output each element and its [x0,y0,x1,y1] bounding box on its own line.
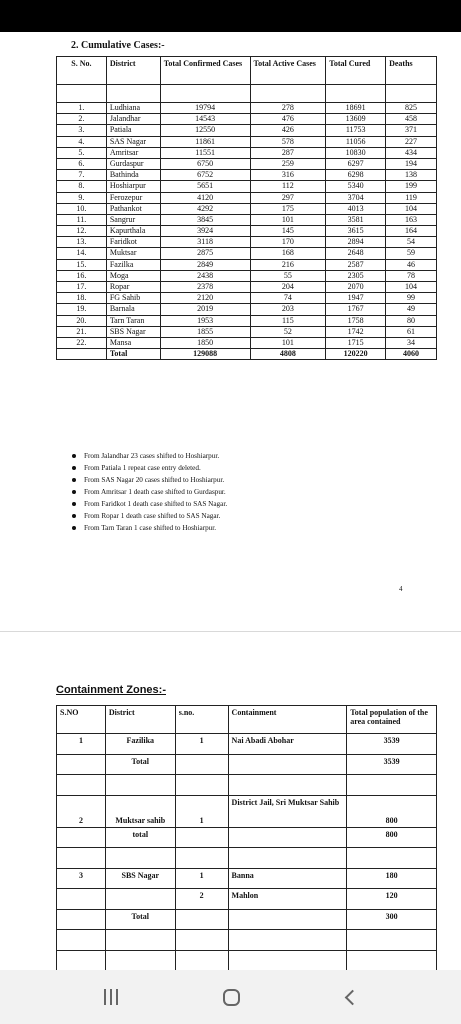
cell-confirmed: 4120 [160,192,250,203]
cell-cured: 3581 [326,214,386,225]
cell-district: Amritsar [106,147,160,158]
table-row [57,226,437,237]
cell-confirmed: 2378 [160,282,250,293]
cell-deaths: 80 [386,315,437,326]
cell-containment [228,930,347,951]
header-population: Total population of the area contained [347,706,437,734]
header-sno: S. No. [57,57,107,85]
cell-confirmed: 1850 [160,337,250,348]
cell-containment: Mahlon [228,889,347,910]
cell-district: Muktsar [106,248,160,259]
cell-deaths: 434 [386,147,437,158]
cell-confirmed: 2120 [160,293,250,304]
cell-confirmed: 11861 [160,136,250,147]
cell-district [105,775,175,796]
cell-sno: 1. [57,103,107,114]
recent-apps-icon [104,989,118,1005]
cell-confirmed: 2849 [160,259,250,270]
table-row [57,114,437,125]
cell-district: Ropar [106,282,160,293]
page-divider [0,631,461,632]
cell-subno [175,775,228,796]
cell-cured: 2587 [326,259,386,270]
table-row [57,147,437,158]
cell-deaths: 78 [386,270,437,281]
total-sno [57,349,107,360]
cell-sno: 7. [57,170,107,181]
cell-active: 204 [250,282,326,293]
cell-subno: 1 [175,734,228,755]
cell-sno: 3 [57,868,106,889]
cell-active: 216 [250,259,326,270]
cell-containment: Nai Abadi Abohar [228,734,347,755]
cell-deaths: 138 [386,170,437,181]
cell-deaths: 61 [386,326,437,337]
cell-cured: 11753 [326,125,386,136]
cell-district: Bathinda [106,170,160,181]
cell-confirmed: 12550 [160,125,250,136]
notes-list [72,450,227,534]
cell-sno: 5. [57,147,107,158]
cell-cured: 5340 [326,181,386,192]
table-row [57,259,437,270]
cell-cured: 1758 [326,315,386,326]
table-row [57,326,437,337]
cell-cured: 10830 [326,147,386,158]
table-row [57,827,437,848]
table-row [57,930,437,951]
cell-active: 175 [250,203,326,214]
cell-sno: 3. [57,125,107,136]
cell-cured: 11056 [326,136,386,147]
cell-confirmed: 5651 [160,181,250,192]
cell-deaths: 371 [386,125,437,136]
cell-sno: 15. [57,259,107,270]
header-district: District [105,706,175,734]
table-row [57,181,437,192]
cell-sno: 2. [57,114,107,125]
header-cured: Total Cured [326,57,386,85]
cell-deaths: 194 [386,158,437,169]
note-item: From Faridkot 1 death case shifted to SAS Nagar. [72,498,227,510]
cell-confirmed: 1855 [160,326,250,337]
table-row [57,734,437,755]
cell-active: 115 [250,315,326,326]
cell-sno: 6. [57,158,107,169]
table-row [57,293,437,304]
cell-sno: 18. [57,293,107,304]
table-spacer-row [57,85,437,103]
cell-deaths: 49 [386,304,437,315]
cell-deaths: 825 [386,103,437,114]
cell-district: total [105,827,175,848]
cell-subno: 1 [175,868,228,889]
header-deaths: Deaths [386,57,437,85]
cell-sno: 2 [57,795,106,827]
cell-deaths: 34 [386,337,437,348]
containment-zones-title: Containment Zones:- [56,684,166,696]
cell-population [347,930,437,951]
cell-district: Fazilka [106,259,160,270]
note-item: From SAS Nagar 20 cases shifted to Hoshiarpur. [72,474,227,486]
cell-district: Gurdaspur [106,158,160,169]
note-item: From Ropar 1 death case shifted to SAS Nagar. [72,510,227,522]
table-row [57,270,437,281]
cell-active: 55 [250,270,326,281]
cell-deaths: 199 [386,181,437,192]
table-row [57,868,437,889]
cell-cured: 6298 [326,170,386,181]
system-navigation-bar [0,970,461,1024]
cell-active: 145 [250,226,326,237]
cell-active: 426 [250,125,326,136]
back-icon [344,989,360,1005]
table-row [57,248,437,259]
cell-population: 3539 [347,734,437,755]
cell-district: SBS Nagar [105,868,175,889]
header-containment: Containment [228,706,347,734]
cell-sno: 14. [57,248,107,259]
cell-population [347,775,437,796]
cell-sno: 19. [57,304,107,315]
table-header-row [57,706,437,734]
cell-active: 578 [250,136,326,147]
cell-district [105,950,175,971]
cell-deaths: 46 [386,259,437,270]
cell-active: 170 [250,237,326,248]
cell-subno: 1 [175,795,228,827]
total-confirmed: 129088 [160,349,250,360]
header-confirmed: Total Confirmed Cases [160,57,250,85]
cell-sno: 4. [57,136,107,147]
cell-containment [228,848,347,869]
table-row [57,282,437,293]
cell-district: Patiala [106,125,160,136]
cell-active: 52 [250,326,326,337]
cell-subno [175,827,228,848]
header-subno: s.no. [175,706,228,734]
cell-deaths: 104 [386,282,437,293]
header-active: Total Active Cases [250,57,326,85]
cell-district [105,930,175,951]
table-row [57,889,437,910]
cell-district: Hoshiarpur [106,181,160,192]
cell-cured: 3704 [326,192,386,203]
table-row [57,315,437,326]
recent-apps-button[interactable] [91,982,131,1012]
cell-containment [228,909,347,930]
cell-sno [57,754,106,775]
cell-district [105,889,175,910]
status-bar [0,0,461,32]
cell-subno [175,930,228,951]
table-row [57,214,437,225]
cell-deaths: 227 [386,136,437,147]
cell-containment: Banna [228,868,347,889]
cell-active: 316 [250,170,326,181]
cell-confirmed: 3118 [160,237,250,248]
cell-population: 800 [347,795,437,827]
cell-confirmed: 6752 [160,170,250,181]
cell-subno [175,950,228,971]
table-row [57,192,437,203]
home-button[interactable] [211,982,251,1012]
cell-confirmed: 1953 [160,315,250,326]
cell-population: 180 [347,868,437,889]
cell-population [347,950,437,971]
cell-cured: 2894 [326,237,386,248]
cell-sno: 16. [57,270,107,281]
cell-deaths: 99 [386,293,437,304]
cell-district: Kapurthala [106,226,160,237]
cell-population: 300 [347,909,437,930]
cell-confirmed: 4292 [160,203,250,214]
cell-district: Jalandhar [106,114,160,125]
table-row [57,103,437,114]
cell-containment [228,754,347,775]
table-row [57,237,437,248]
cell-containment [228,775,347,796]
cell-containment [228,950,347,971]
cell-district: Fazilika [105,734,175,755]
cell-cured: 18691 [326,103,386,114]
cell-district: Mansa [106,337,160,348]
cell-district: Muktsar sahib [105,795,175,827]
cell-sno [57,775,106,796]
cell-cured: 2070 [326,282,386,293]
cell-sno: 20. [57,315,107,326]
cell-active: 101 [250,337,326,348]
cell-district: SBS Nagar [106,326,160,337]
cell-deaths: 164 [386,226,437,237]
cell-deaths: 458 [386,114,437,125]
cell-sno: 13. [57,237,107,248]
table-row [57,125,437,136]
cell-subno [175,909,228,930]
cell-deaths: 104 [386,203,437,214]
cell-confirmed: 11551 [160,147,250,158]
cell-population [347,848,437,869]
cell-active: 74 [250,293,326,304]
cell-confirmed: 2875 [160,248,250,259]
cell-active: 168 [250,248,326,259]
cell-active: 203 [250,304,326,315]
cell-subno [175,848,228,869]
table-row [57,950,437,971]
table-total-row [57,349,437,360]
cell-cured: 4013 [326,203,386,214]
cell-district: FG Sahib [106,293,160,304]
cell-sno: 11. [57,214,107,225]
table-row [57,170,437,181]
cell-district: Pathankot [106,203,160,214]
page-number: 4 [399,585,403,593]
table-row [57,754,437,775]
table-row [57,304,437,315]
table-row [57,775,437,796]
cell-district: SAS Nagar [106,136,160,147]
cell-sno [57,950,106,971]
note-item: From Amritsar 1 death case shifted to Gurdaspur. [72,486,227,498]
cell-cured: 1742 [326,326,386,337]
cell-sno [57,930,106,951]
cell-deaths: 119 [386,192,437,203]
cell-containment: District Jail, Sri Muktsar Sahib [228,795,347,827]
table-row [57,848,437,869]
cell-confirmed: 6750 [160,158,250,169]
cell-cured: 13609 [326,114,386,125]
cell-active: 476 [250,114,326,125]
cell-district: Ferozepur [106,192,160,203]
table-row [57,795,437,827]
table-row [57,203,437,214]
table-row [57,337,437,348]
home-icon [223,989,240,1006]
cell-district: Total [105,909,175,930]
cell-district: Moga [106,270,160,281]
cell-district: Total [105,754,175,775]
total-active: 4808 [250,349,326,360]
total-cured: 120220 [326,349,386,360]
note-item: From Patiala 1 repeat case entry deleted. [72,462,227,474]
header-sno: S.NO [57,706,106,734]
header-district: District [106,57,160,85]
cell-confirmed: 14543 [160,114,250,125]
cell-confirmed: 3845 [160,214,250,225]
cell-cured: 2648 [326,248,386,259]
total-district: Total [106,349,160,360]
cell-district: Faridkot [106,237,160,248]
cumulative-cases-title: 2. Cumulative Cases:- [71,40,165,51]
cell-deaths: 54 [386,237,437,248]
cell-sno: 1 [57,734,106,755]
cell-sno: 10. [57,203,107,214]
cell-population: 800 [347,827,437,848]
cell-subno: 2 [175,889,228,910]
cell-cured: 1767 [326,304,386,315]
cell-district: Tarn Taran [106,315,160,326]
cell-containment [228,827,347,848]
cell-sno [57,848,106,869]
cell-sno: 8. [57,181,107,192]
cell-active: 112 [250,181,326,192]
cell-deaths: 59 [386,248,437,259]
cell-confirmed: 19794 [160,103,250,114]
cell-sno: 17. [57,282,107,293]
note-item: From Tarn Taran 1 case shifted to Hoshiarpur. [72,522,227,534]
cell-sno [57,827,106,848]
cell-sno: 9. [57,192,107,203]
cell-cured: 3615 [326,226,386,237]
cell-confirmed: 2438 [160,270,250,281]
table-row [57,158,437,169]
cell-deaths: 163 [386,214,437,225]
cell-sno: 12. [57,226,107,237]
cell-district: Sangrur [106,214,160,225]
cell-active: 297 [250,192,326,203]
back-button[interactable] [330,982,370,1012]
table-row [57,909,437,930]
cell-cured: 2305 [326,270,386,281]
cell-district [105,848,175,869]
cell-district: Ludhiana [106,103,160,114]
cell-sno [57,889,106,910]
cell-active: 287 [250,147,326,158]
cell-sno [57,909,106,930]
cell-sno: 22. [57,337,107,348]
cell-cured: 6297 [326,158,386,169]
containment-zones-table [56,705,437,971]
cell-population: 120 [347,889,437,910]
cell-subno [175,754,228,775]
cell-population: 3539 [347,754,437,775]
table-header-row [57,57,437,85]
cell-active: 259 [250,158,326,169]
table-row [57,136,437,147]
cell-active: 278 [250,103,326,114]
cell-active: 101 [250,214,326,225]
cell-confirmed: 3924 [160,226,250,237]
cell-sno: 21. [57,326,107,337]
document-page-cumulative [0,32,461,630]
cell-confirmed: 2019 [160,304,250,315]
note-item: From Jalandhar 23 cases shifted to Hoshiarpur. [72,450,227,462]
cell-cured: 1947 [326,293,386,304]
total-deaths: 4060 [386,349,437,360]
cumulative-cases-table [56,56,437,360]
cell-cured: 1715 [326,337,386,348]
cell-district: Barnala [106,304,160,315]
